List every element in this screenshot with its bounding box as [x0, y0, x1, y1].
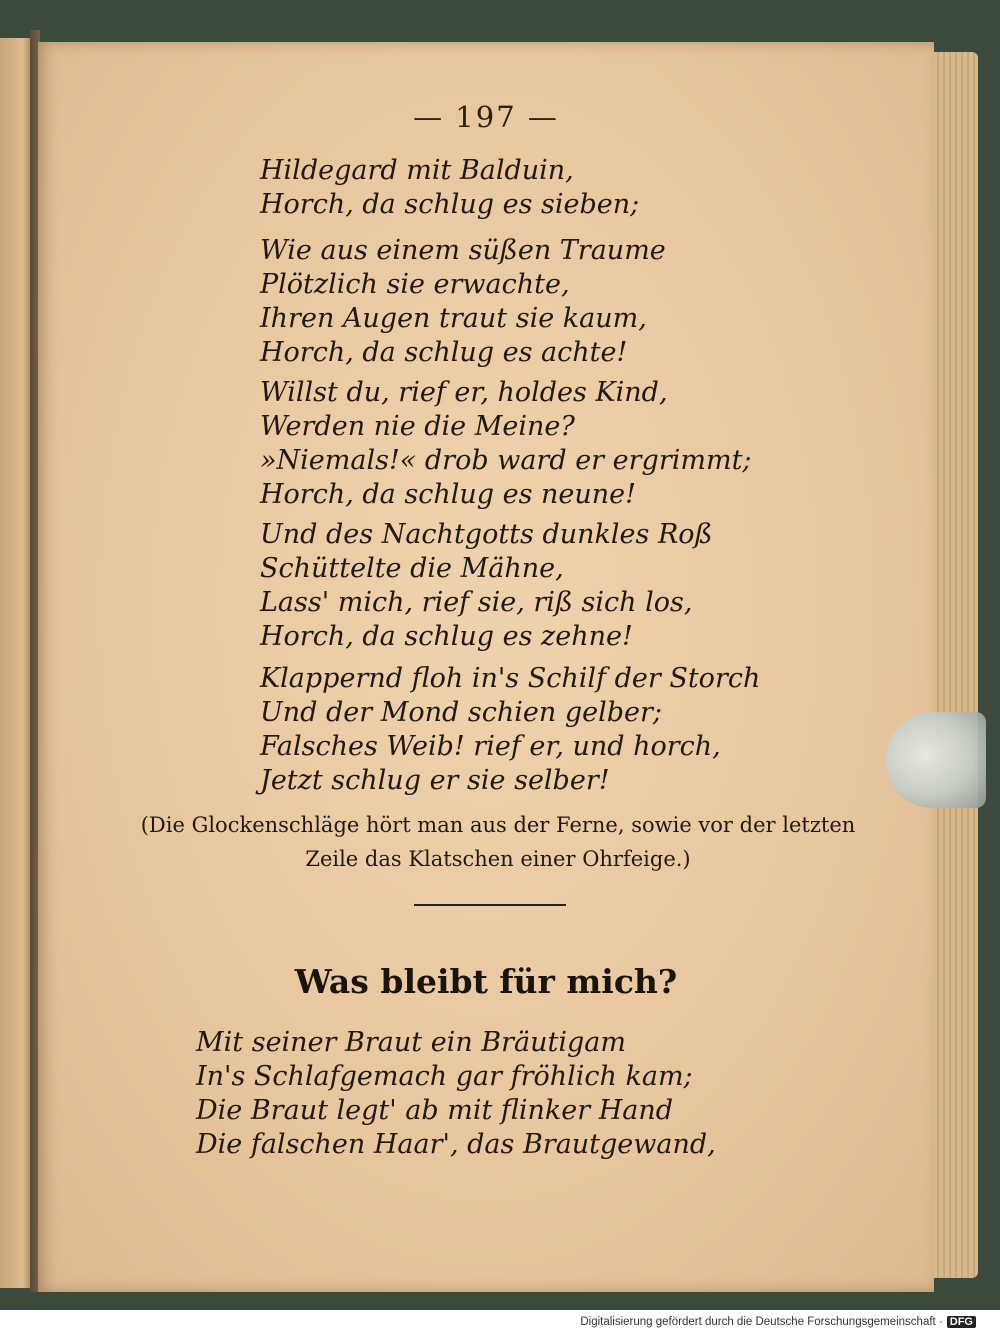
verse-line: Horch, da schlug es neune!: [260, 479, 636, 510]
dfg-logo: DFG: [947, 1316, 976, 1328]
stage-direction-line: Zeile das Klatschen einer Ohrfeige.): [305, 847, 691, 871]
book-page: [38, 42, 934, 1292]
verse-line: Mit seiner Braut ein Bräutigam: [196, 1027, 626, 1058]
page-clip: [886, 712, 986, 808]
verse-line: Schüttelte die Mähne,: [260, 553, 564, 584]
verse-line: Die Braut legt' ab mit flinker Hand: [196, 1095, 674, 1126]
verse-line: Hildegard mit Balduin,: [260, 155, 574, 186]
funding-credit: [580, 1316, 976, 1328]
stanza-4: [260, 518, 713, 654]
poem-2-stanza: [196, 1026, 716, 1162]
stanza-3: [260, 376, 752, 512]
verse-line: Jetzt schlug er sie selber!: [260, 765, 610, 796]
poem-title: Was bleibt für mich?: [294, 962, 678, 1001]
verse-line: »Niemals!« drob ward er ergrimmt;: [260, 445, 752, 476]
stage-direction-line: (Die Glockenschläge hört man aus der Ferne, sowie vor der letzten: [140, 813, 856, 837]
verse-line: Horch, da schlug es sieben;: [260, 189, 640, 220]
funding-credit-text: Digitalisierung gefördert durch die Deutsche Forschungsgemeinschaft ·: [580, 1316, 943, 1328]
section-divider: [414, 904, 566, 906]
verse-line: In's Schlafgemach gar fröhlich kam;: [196, 1061, 693, 1092]
verse-line: Lass' mich, rief sie, riß sich los,: [260, 587, 693, 618]
verse-line: Und des Nachtgotts dunkles Roß: [260, 519, 713, 550]
verse-line: Ihren Augen traut sie kaum,: [260, 303, 647, 334]
left-page-edge: [0, 38, 32, 1288]
verse-line: Und der Mond schien gelber;: [260, 697, 663, 728]
verse-line: Wie aus einem süßen Traume: [260, 235, 666, 266]
verse-line: Klappernd floh in's Schilf der Storch: [260, 663, 761, 694]
verse-line: Falsches Weib! rief er, und horch,: [260, 731, 721, 762]
verse-line: Plötzlich sie erwachte,: [260, 269, 570, 300]
verse-line: Horch, da schlug es achte!: [260, 337, 628, 368]
verse-line: Werden nie die Meine?: [260, 411, 575, 442]
stage-direction: [118, 808, 878, 876]
verse-line: Die falschen Haar', das Brautgewand,: [196, 1129, 716, 1160]
stanza-2: [260, 234, 666, 370]
verse-line: Horch, da schlug es zehne!: [260, 621, 633, 652]
stanza-5: [260, 662, 760, 798]
verse-line: Willst du, rief er, holdes Kind,: [260, 377, 668, 408]
stanza-1: [260, 154, 639, 222]
page-number: — 197 —: [413, 100, 559, 134]
